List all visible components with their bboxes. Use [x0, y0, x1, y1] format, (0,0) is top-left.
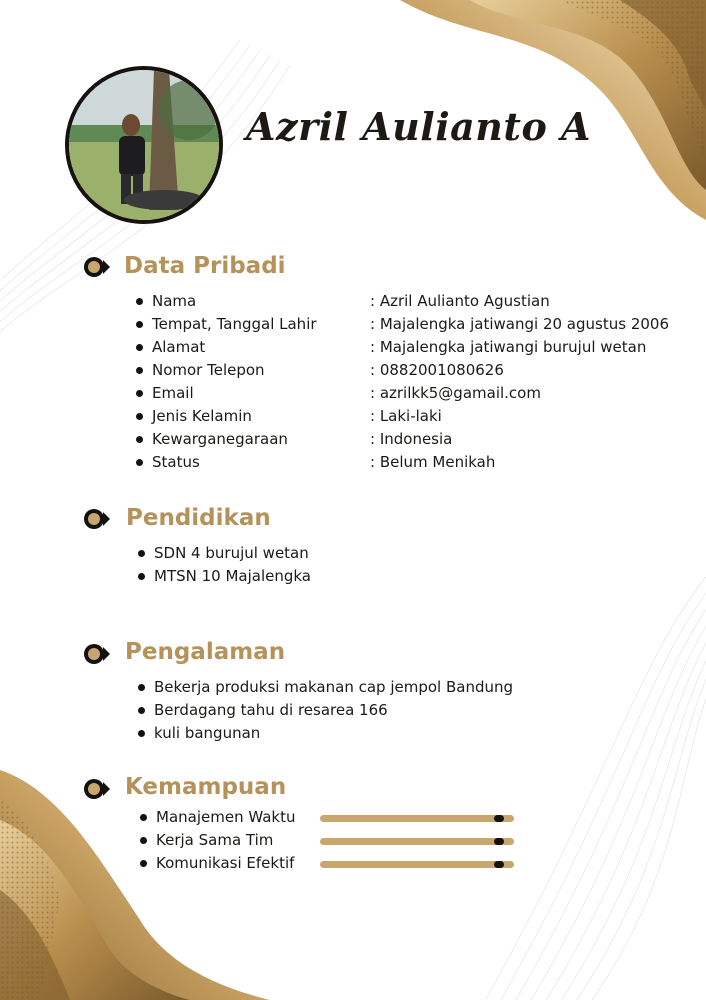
personal-value: : Majalengka jatiwangi burujul wetan [370, 338, 647, 356]
profile-photo-image [69, 70, 219, 220]
personal-label: Nama [152, 292, 197, 310]
personal-value: : Belum Menikah [370, 453, 496, 471]
section-title-data-pribadi: Data Pribadi [124, 253, 286, 279]
profile-photo [65, 66, 223, 224]
section-title-kemampuan: Kemampuan [125, 774, 287, 800]
skill-bar-cap [494, 861, 504, 868]
bullet [136, 459, 143, 466]
personal-value: : Laki-laki [370, 407, 442, 425]
skill-bar [320, 861, 514, 868]
skill-bar-cap [494, 838, 504, 845]
bullet [140, 814, 147, 821]
personal-label: Alamat [152, 338, 206, 356]
list-item: SDN 4 burujul wetan [154, 544, 309, 562]
bullet [136, 413, 143, 420]
personal-value: : Azril Aulianto Agustian [370, 292, 550, 310]
personal-label: Email [152, 384, 194, 402]
skill-label: Kerja Sama Tim [156, 831, 274, 849]
skill-bar [320, 815, 514, 822]
bullet [140, 860, 147, 867]
section-bullet-icon [83, 778, 111, 800]
skill-label: Manajemen Waktu [156, 808, 296, 826]
skill-label: Komunikasi Efektif [156, 854, 295, 872]
full-name: Azril Aulianto A [246, 104, 592, 149]
section-title-pendidikan: Pendidikan [126, 505, 271, 531]
personal-value: : Indonesia [370, 430, 453, 448]
bullet [136, 344, 143, 351]
list-item: MTSN 10 Majalengka [154, 567, 312, 585]
personal-label: Status [152, 453, 200, 471]
personal-value: : 0882001080626 [370, 361, 504, 379]
bullet [140, 837, 147, 844]
personal-label: Kewarganegaraan [152, 430, 288, 448]
bullet [136, 321, 143, 328]
list-item: Bekerja produksi makanan cap jempol Bandung [154, 678, 514, 696]
skill-bar [320, 838, 514, 845]
personal-label: Jenis Kelamin [152, 407, 252, 425]
bullet [136, 298, 143, 305]
section-title-pengalaman: Pengalaman [125, 639, 286, 665]
skill-bar-cap [494, 815, 504, 822]
bullet [136, 390, 143, 397]
bullet [138, 707, 145, 714]
personal-label: Nomor Telepon [152, 361, 265, 379]
list-item: kuli bangunan [154, 724, 261, 742]
bullet [138, 573, 145, 580]
section-bullet-icon [83, 643, 111, 665]
bullet [136, 367, 143, 374]
bullet [138, 684, 145, 691]
bullet [136, 436, 143, 443]
section-bullet-icon [83, 508, 111, 530]
personal-value: : Majalengka jatiwangi 20 agustus 2006 [370, 315, 669, 333]
personal-value: : azrilkk5@gamail.com [370, 384, 541, 402]
bullet [138, 550, 145, 557]
list-item: Berdagang tahu di resarea 166 [154, 701, 388, 719]
personal-label: Tempat, Tanggal Lahir [152, 315, 317, 333]
section-bullet-icon [83, 256, 111, 278]
bullet [138, 730, 145, 737]
